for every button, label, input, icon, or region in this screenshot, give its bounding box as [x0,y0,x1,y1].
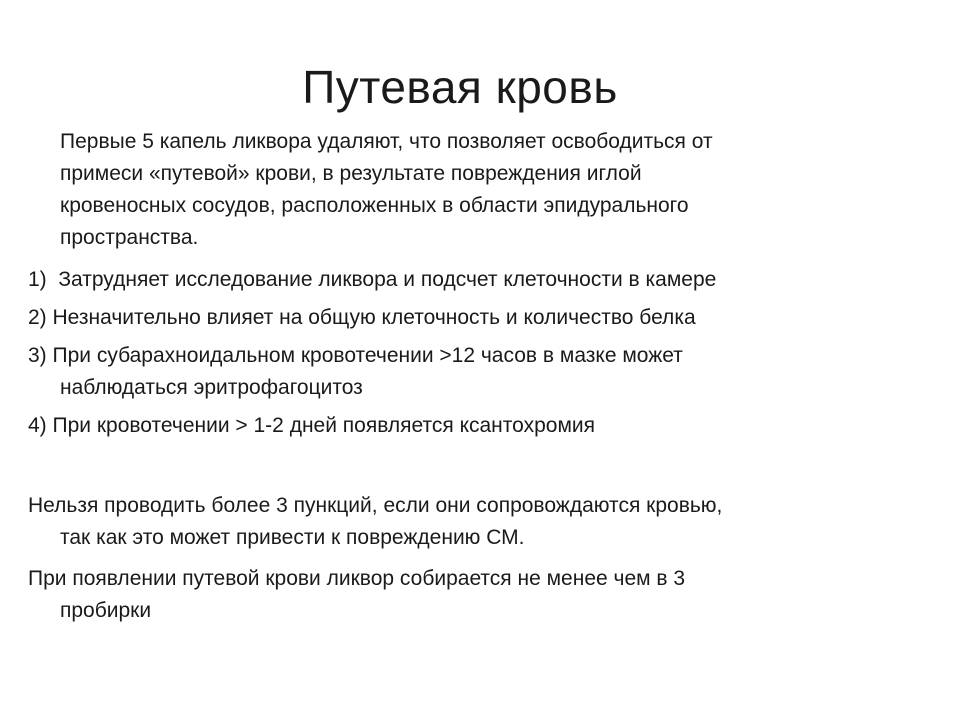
text-line: пространства. [60,226,199,249]
text-line: Нельзя проводить более 3 пункций, если они сопровождаются кровью, [28,494,723,517]
list-item-3 [28,340,928,404]
text-line: 2) Незначительно влияет на общую клеточность и количество белка [28,306,696,329]
text-line: кровеносных сосудов, расположенных в области эпидурального [60,194,689,217]
slide-title: Путевая кровь [302,61,618,113]
text-line: 1) Затрудняет исследование ликвора и подсчет клеточности в камере [28,268,717,291]
text-line: 3) При субарахноидальном кровотечении >12 часов в мазке может [28,344,683,367]
list-item-4 [28,410,928,442]
text-line: примеси «путевой» крови, в результате повреждения иглой [60,162,642,185]
text-line: При появлении путевой крови ликвор собирается не менее чем в 3 [28,567,686,590]
text-line: 4) При кровотечении > 1-2 дней появляется ксантохромия [28,414,595,437]
text-line: Первые 5 капель ликвора удаляют, что позволяет освободиться от [60,130,713,153]
text-line: наблюдаться эритрофагоцитоз [60,376,363,399]
intro-paragraph [28,126,928,254]
warning-paragraph [28,490,928,554]
list-item-1 [28,264,928,296]
text-line: пробирки [60,599,152,622]
list-item-2 [28,302,928,334]
text-line: так как это может привести к повреждению СМ. [60,526,525,549]
collection-paragraph [28,563,928,627]
